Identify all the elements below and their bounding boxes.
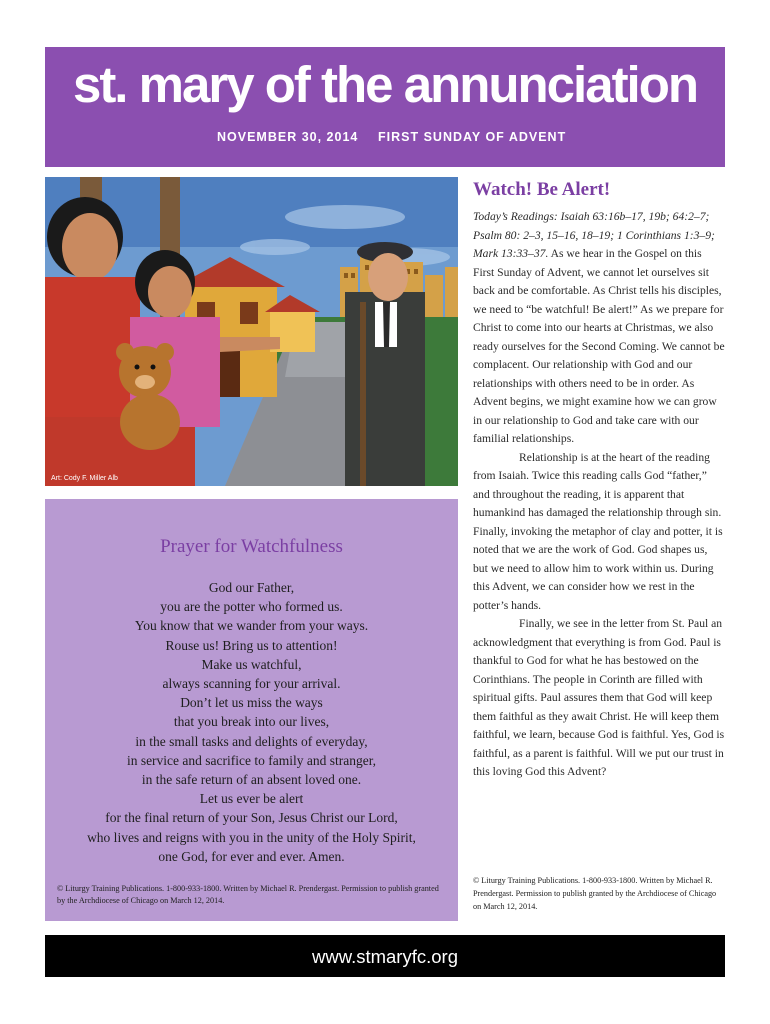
article-paragraph-3: Finally, we see in the letter from St. Paul an acknowledgment that everything is from God. Paul is thankful to God for what he has bestowed on the Corinthians. The people in Corinth are filled with spiritual gifts. Paul assures them that God will keep them faithful as they await Christ. He will keep them faithful, we learn, because God is faithful. Yes, God is faithful, as a parent is faithful. Will we put our trust in this loving God this Advent? — [473, 617, 725, 778]
prayer-line: Rouse us! Bring us to attention! — [165, 637, 338, 653]
article-paragraph-2: Relationship is at the heart of the reading from Isaiah. Twice this reading calls God “father,” and throughout the reading, it is apparent that humankind has damaged the relationship through sin. Finally, invoking the metaphor of clay and potter, it is noted that we are the work of God. God shapes us, but we need to allow him to work within us. During this Advent, we can consider how we rest in the potter’s hands. — [473, 450, 723, 612]
prayer-line: you are the potter who formed us. — [160, 599, 343, 615]
prayer-line: who lives and reigns with you in the unity of the Holy Spirit, — [87, 829, 416, 845]
prayer-line: for the final return of your Son, Jesus Christ our Lord, — [105, 810, 398, 826]
cover-artwork — [45, 177, 458, 486]
prayer-line: in the safe return of an absent loved one. — [141, 772, 362, 788]
prayer-line: that you break into our lives, — [173, 714, 330, 730]
website-link[interactable]: www.stmaryfc.org — [312, 946, 458, 967]
prayer-title: Prayer for Watchfulness — [160, 536, 343, 557]
prayer-text — [45, 578, 458, 866]
article-copyright: © Liturgy Training Publications. 1-800-933-1800. Written by Michael R. Prendergast. Permission to publish granted by the Archdiocese of Chicago on March 12, 2014. — [473, 876, 717, 911]
prayer-line: one God, for ever and ever. Amen. — [158, 848, 345, 864]
parish-title: st. mary of the annunciation — [72, 56, 698, 113]
prayer-line: Let us ever be alert — [199, 791, 304, 807]
readings-citation: Today’s Readings: Isaiah 63:16b–17, 19b; 64:2–7; Psalm 80: 2–3, 15–16, 18–19; 1 Corinthians 1:3–9; Mark 13:33–37. — [473, 210, 715, 260]
article-title: Watch! Be Alert! — [473, 179, 611, 200]
prayer-line: Make us watchful, — [201, 656, 302, 672]
prayer-line: in service and sacrifice to family and stranger, — [126, 752, 377, 768]
footer-bar — [45, 935, 725, 977]
article-paragraph-1 — [473, 208, 725, 449]
liturgical-day: FIRST SUNDAY OF ADVENT — [378, 130, 567, 144]
art-credit: Art: Cody F. Miller Alb — [51, 475, 118, 482]
masthead — [45, 47, 725, 167]
issue-date: NOVEMBER 30, 2014 — [217, 130, 359, 144]
prayer-copyright: © Liturgy Training Publications. 1-800-933-1800. Written by Michael R. Prendergast. Permission to publish granted by the Archdiocese of Chicago on March 12, 2014. — [57, 884, 439, 905]
prayer-line: Don’t let us miss the ways — [180, 695, 323, 711]
article-text: As we hear in the Gospel on this First Sunday of Advent, we cannot let ourselves sit back and be comfortable. As Christ tells his disciples, we need to “be watchful! Be alert!” As we prepare for Christ to come into our hearts at Christmas, we also ready ourselves for the Second Coming. We cannot be complacent. Our relationship with God and our relationships with others need to be in order. As Advent begins, we might examine how we can grow in our relationship to God and take care with our familial relationships. — [473, 247, 725, 445]
prayer-line: always scanning for your arrival. — [162, 676, 341, 692]
artwork-illustration — [45, 177, 458, 486]
prayer-line: in the small tasks and delights of everyday, — [135, 733, 368, 749]
prayer-box — [45, 499, 458, 921]
prayer-line: God our Father, — [208, 580, 295, 595]
prayer-line: You know that we wander from your ways. — [134, 618, 369, 634]
article-body — [473, 208, 725, 782]
